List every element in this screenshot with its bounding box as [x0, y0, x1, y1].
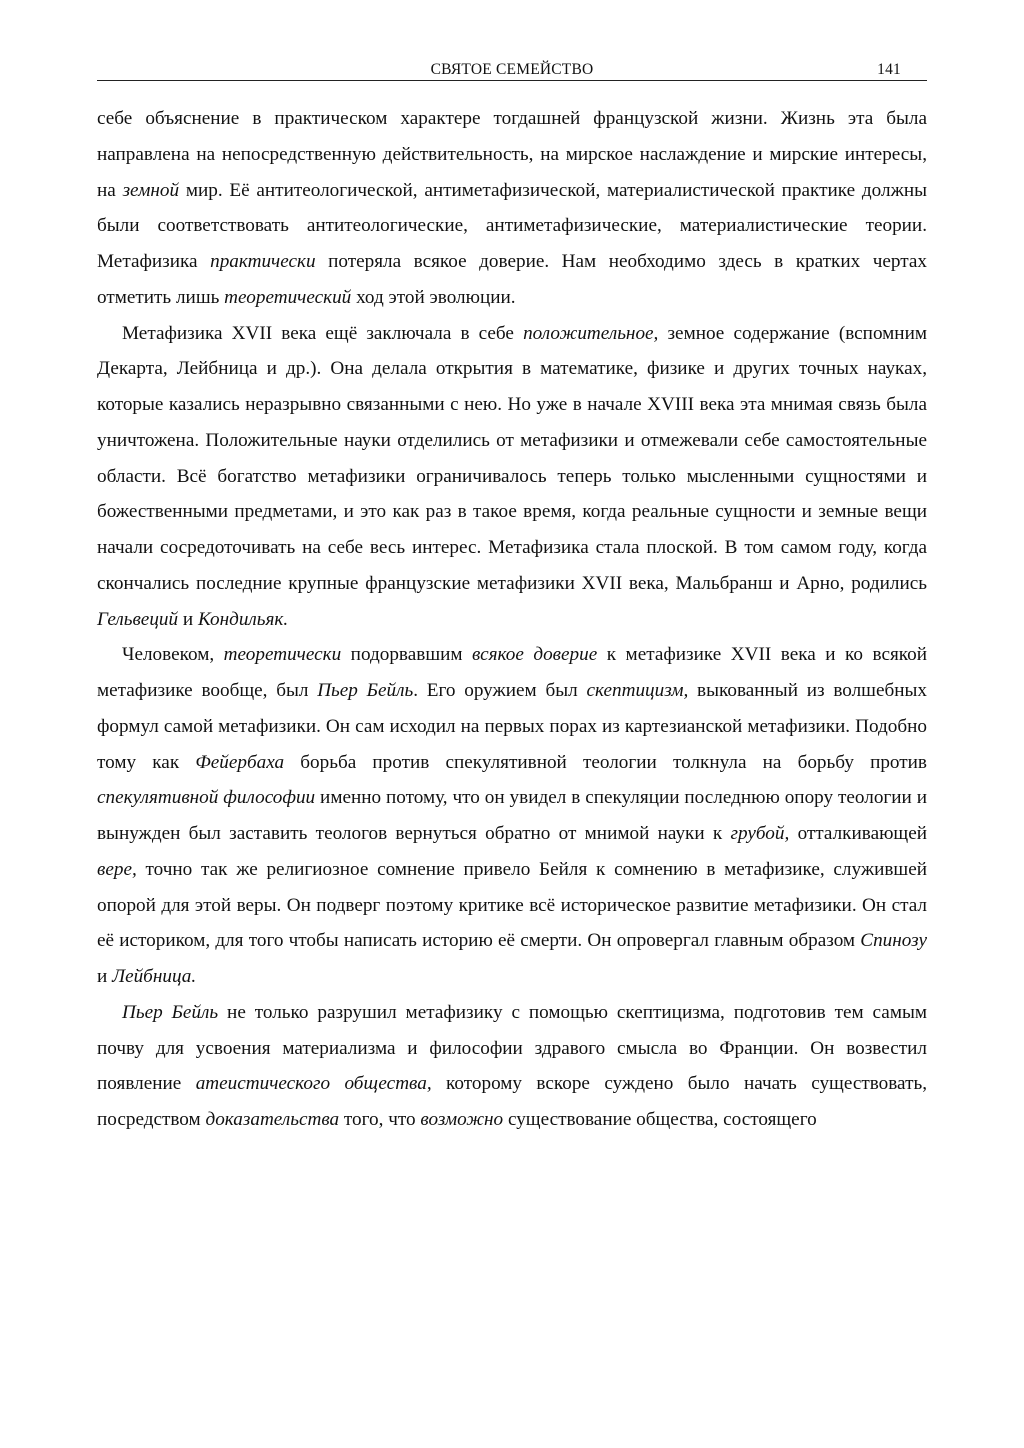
italic-run: доказательства [205, 1109, 340, 1130]
paragraph [97, 316, 927, 638]
text-run: Метафизика XVII века ещё заключала в себе [122, 322, 524, 344]
italic-run: положительное, [523, 322, 659, 344]
italic-run: грубой, [730, 823, 790, 844]
running-header [97, 56, 927, 81]
italic-run: возможно [420, 1109, 504, 1130]
text-run: именно потому, что он увидел в спекуляции последнюю опору теологии и вынужден был заставить теологов вернуться обратно от мнимой науки к [97, 787, 927, 844]
text-run: которому вскоре суждено было начать существовать, посредством [97, 1073, 927, 1130]
text-run: себе объяснение в практическом характере тогдашней французской жизни. Жизнь эта была направлена на непосредственную действительность, на мирское наслаждение и мирские интересы, на [97, 108, 927, 201]
text-run: потеряла всякое доверие. Нам необходимо здесь в кратких чертах отметить лишь [97, 251, 927, 308]
italic-run: Кондильяк. [197, 608, 289, 630]
text-run: ход этой эволюции. [351, 286, 516, 308]
italic-run: Лейбница. [112, 966, 197, 987]
text-run: и [178, 608, 198, 630]
italic-run: Спинозу [860, 930, 927, 952]
text-run: Человеком, [122, 644, 224, 666]
italic-run: практически [210, 251, 316, 272]
italic-run: Гельвеций [97, 608, 179, 630]
text-run: отталкивающей [789, 823, 927, 844]
italic-run: Пьер Бейль [122, 1001, 219, 1023]
text-run: точно так же религиозное сомнение привело Бейля к сомнению в метафизике, служившей опорой для этой веры. Он подверг поэтому критике всё историческое развитие метафизики. Он стал её историком, для того чтобы написать историю её смерти. Он опровергал главным образом [97, 858, 927, 952]
text-run: к метафизике XVII века и ко всякой метафизике вообще, был [97, 644, 927, 701]
italic-run: всякое доверие [472, 644, 598, 666]
page-number: 141 [877, 61, 901, 78]
italic-run: теоретически [223, 644, 342, 666]
paragraph [97, 637, 927, 995]
italic-run: Фейербаха [195, 751, 285, 773]
book-page [97, 56, 927, 1138]
text-run: земное содержание (вспомним Декарта, Лейбница и др.). Она делала открытия в математике, физике и других точных науках, которые казались неразрывно связанными с нею. Но уже в начале XVIII века эта мнимая связь была уничтожена. Положительные науки отделились от метафизики и отмежевали себе самостоятельные области. Всё богатство метафизики ограничивалось теперь только мысленными сущностями и божественными предметами, и это как раз в такое время, когда реальные сущности и земные вещи начали сосредоточивать на себе весь интерес. Метафизика стала плоской. В том самом году, когда скончались последние крупные французские метафизики XVII века, Мальбранш и Арно, родились [97, 322, 927, 594]
text-run: . Его оружием был [413, 680, 587, 701]
text-run: существование общества, состоящего [503, 1109, 817, 1130]
running-title: СВЯТОЕ СЕМЕЙСТВО [430, 61, 594, 78]
italic-run: спекулятивной философии [97, 787, 316, 809]
italic-run: теоретический [224, 286, 352, 308]
text-run: выкованный из волшебных формул самой метафизики. Он сам исходил на первых порах из картезианской метафизики. Подобно тому как [97, 680, 927, 773]
text-run: и [97, 966, 113, 987]
paragraph [97, 101, 927, 316]
italic-run: скептицизм, [586, 680, 689, 701]
text-run: подорвавшим [341, 644, 473, 666]
italic-run: вере, [97, 858, 137, 880]
paragraph [97, 995, 927, 1138]
italic-run: земной [122, 179, 180, 201]
text-run: мир. Её антитеологической, антиметафизической, материалистической практике должны были соответствовать антитеологические, антиметафизические, материалистические теории. Метафизика [97, 179, 927, 272]
text-run: того, что [339, 1109, 421, 1130]
text-run: борьба против спекулятивной теологии толкнула на борьбу против [284, 751, 927, 773]
italic-run: Пьер Бейль [317, 680, 414, 701]
italic-run: атеистического общества, [195, 1073, 432, 1095]
body-text [97, 101, 927, 1138]
text-run: не только разрушил метафизику с помощью скептицизма, подготовив тем самым почву для усвоения материализма и философии здравого смысла во Франции. Он возвестил появление [97, 1001, 927, 1095]
